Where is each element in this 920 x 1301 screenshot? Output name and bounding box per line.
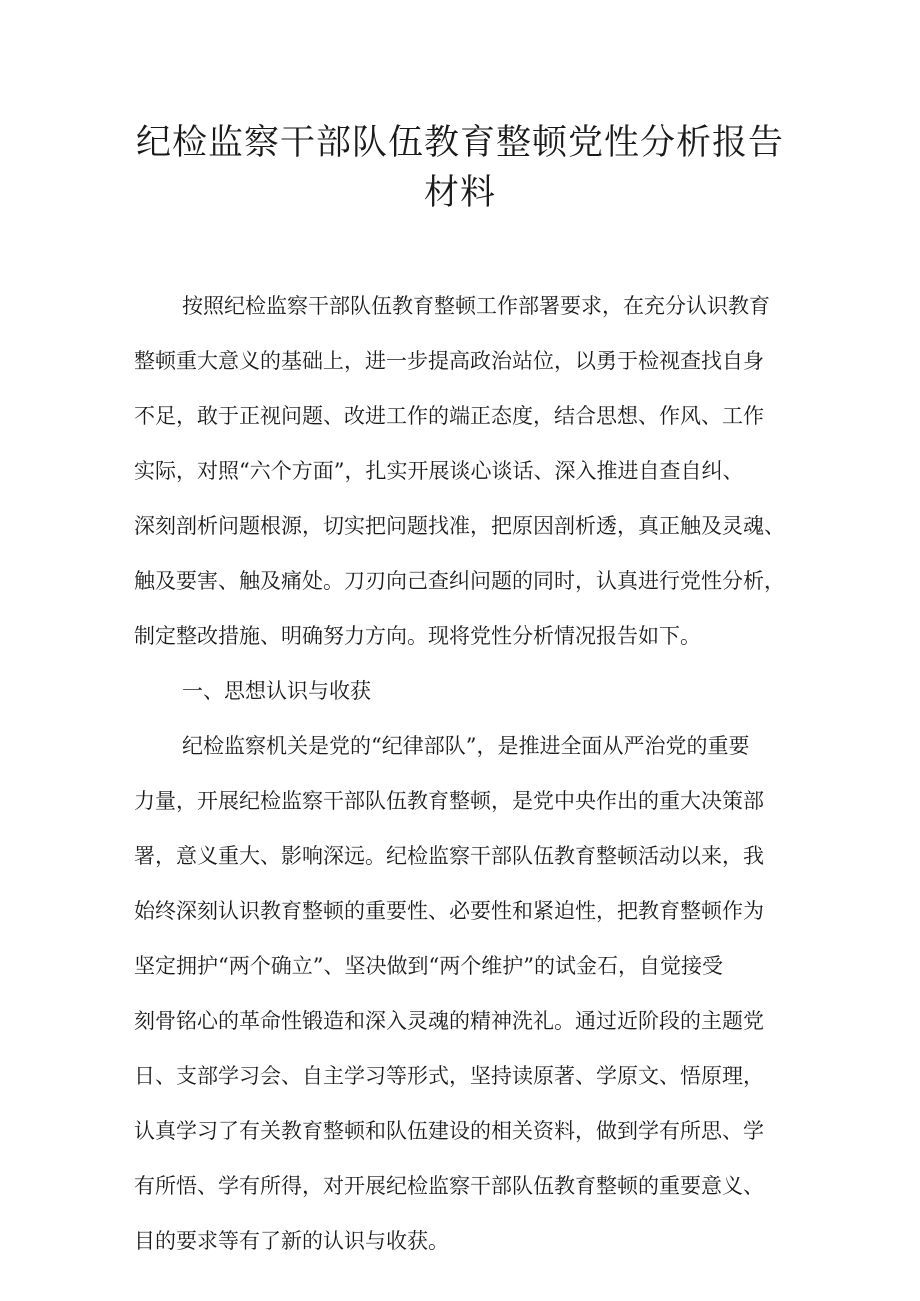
text-line: 整顿重大意义的基础上，进一步提高政治站位，以勇于检视查找自身 <box>134 349 764 373</box>
text-line: 按照纪检监察干部队伍教育整顿工作部署要求，在充分认识教育 <box>182 294 770 318</box>
title-line-2: 材料 <box>423 173 496 213</box>
document-title <box>120 118 800 218</box>
title-line-1: 纪检监察干部队伍教育整顿党性分析报告 <box>135 123 784 163</box>
text-line: 刻骨铭心的革命性锻造和深入灵魂的精神洗礼。通过近阶段的主题党 <box>134 1009 764 1033</box>
document-body <box>134 279 794 1269</box>
text-line: 有所悟、学有所得，对开展纪检监察干部队伍教育整顿的重要意义、 <box>134 1174 764 1198</box>
paragraph-section-1 <box>134 719 794 1269</box>
text-line: 不足，敢于正视问题、改进工作的端正态度，结合思想、作风、工作 <box>134 404 764 428</box>
text-line: 坚定拥护“两个确立”、坚决做到“两个维护”的试金石，自觉接受 <box>134 954 723 978</box>
text-line: 始终深刻认识教育整顿的重要性、必要性和紧迫性，把教育整顿作为 <box>134 899 764 923</box>
text-line: 纪检监察机关是党的“纪律部队”，是推进全面从严治党的重要 <box>182 734 750 758</box>
section-1-heading: 一、思想认识与收获 <box>182 679 371 703</box>
text-line: 目的要求等有了新的认识与收获。 <box>134 1229 449 1253</box>
section-heading <box>134 664 794 719</box>
text-line: 署，意义重大、影响深远。纪检监察干部队伍教育整顿活动以来，我 <box>134 844 764 868</box>
text-line: 深刻剖析问题根源，切实把问题找准，把原因剖析透，真正触及灵魂、 <box>134 514 785 538</box>
text-line: 力量，开展纪检监察干部队伍教育整顿，是党中央作出的重大决策部 <box>134 789 764 813</box>
text-line: 触及要害、触及痛处。刀刃向己查纠问题的同时，认真进行党性分析， <box>134 569 785 593</box>
text-line: 制定整改措施、明确努力方向。现将党性分析情况报告如下。 <box>134 624 701 648</box>
text-line: 认真学习了有关教育整顿和队伍建设的相关资料，做到学有所思、学 <box>134 1119 764 1143</box>
text-line: 实际，对照“六个方面”，扎实开展谈心谈话、深入推进自查自纠、 <box>134 459 744 483</box>
text-line: 日、支部学习会、自主学习等形式，坚持读原著、学原文、悟原理， <box>134 1064 764 1088</box>
paragraph-intro <box>134 279 794 664</box>
